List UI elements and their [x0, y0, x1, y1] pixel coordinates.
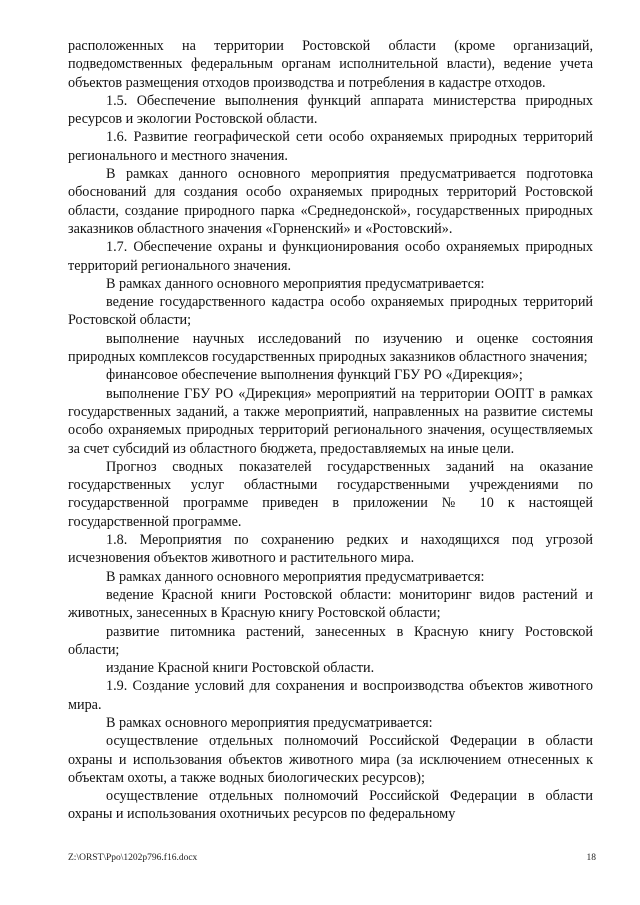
paragraph: осуществление отдельных полномочий Российской Федерации в области охраны и использования объектов животного мира (за исключением отнесенных к объектам охоты, а также водных биологических ресурсов); [68, 733, 593, 786]
paragraph: осуществление отдельных полномочий Российской Федерации в области охраны и использования охотничьих ресурсов по федеральному [68, 788, 593, 823]
paragraph: В рамках данного основного мероприятия предусматривается: [106, 275, 485, 292]
paragraph: выполнение научных исследований по изучению и оценке состояния природных комплексов государственных природных заказников областного значения; [68, 330, 593, 366]
paragraph: 1.6. Развитие географической сети особо охраняемых природных территорий регионального и местного значения. [68, 129, 593, 164]
paragraph: В рамках основного мероприятия предусматривается: [106, 714, 433, 731]
paragraph: 1.9. Создание условий для сохранения и воспроизводства объектов животного мира. [68, 678, 593, 713]
paragraph: ведение Красной книги Ростовской области: мониторинг видов растений и животных, занесенных в Красную книгу Ростовской области; [68, 586, 593, 622]
page-number: 18 [586, 853, 596, 863]
paragraph: 1.5. Обеспечение выполнения функций аппарата министерства природных ресурсов и экологии Ростовской области. [68, 92, 593, 128]
paragraph: финансовое обеспечение выполнения функций ГБУ РО «Дирекция»; [106, 367, 523, 384]
paragraph: расположенных на территории Ростовской области (кроме организаций, подведомственных федеральным органам исполнительной власти), ведение учета объектов размещения отходов производства и потребления в кадастре отходов. [68, 38, 593, 91]
document-body [68, 37, 593, 824]
paragraph: издание Красной книги Ростовской области. [106, 660, 375, 677]
paragraph: ведение государственного кадастра особо охраняемых природных территорий Ростовской области; [68, 294, 593, 329]
paragraph: выполнение ГБУ РО «Дирекция» мероприятий на территории ООПТ в рамках государственных заданий, а также мероприятий, направленных на развитие системы особо охраняемых природных территорий регионального значения, осуществляемых за счет субсидий из областного бюджета, предоставляемых на иные цели. [68, 385, 593, 457]
paragraph: В рамках данного основного мероприятия предусматривается: [106, 568, 485, 585]
paragraph: 1.7. Обеспечение охраны и функционирования особо охраняемых природных территорий регионального значения. [68, 239, 593, 274]
page-footer [68, 853, 596, 863]
file-path: Z:\ORST\Ppo\1202p796.f16.docx [68, 853, 198, 863]
paragraph: развитие питомника растений, занесенных в Красную книгу Ростовской области; [68, 623, 593, 658]
paragraph: В рамках данного основного мероприятия предусматривается подготовка обоснований для создания особо охраняемых природных территорий Ростовской области, создание природного парка «Среднедонской», государственных природных заказников областного значения «Горненский» и «Ростовский». [68, 166, 593, 237]
paragraph: 1.8. Мероприятия по сохранению редких и находящихся под угрозой исчезновения объектов животного и растительного мира. [68, 532, 593, 567]
paragraph: Прогноз сводных показателей государственных заданий на оказание государственных услуг областными государственными учреждениями по государственной программе приведен в приложении № 10 к настоящей государственной программе. [68, 458, 593, 530]
